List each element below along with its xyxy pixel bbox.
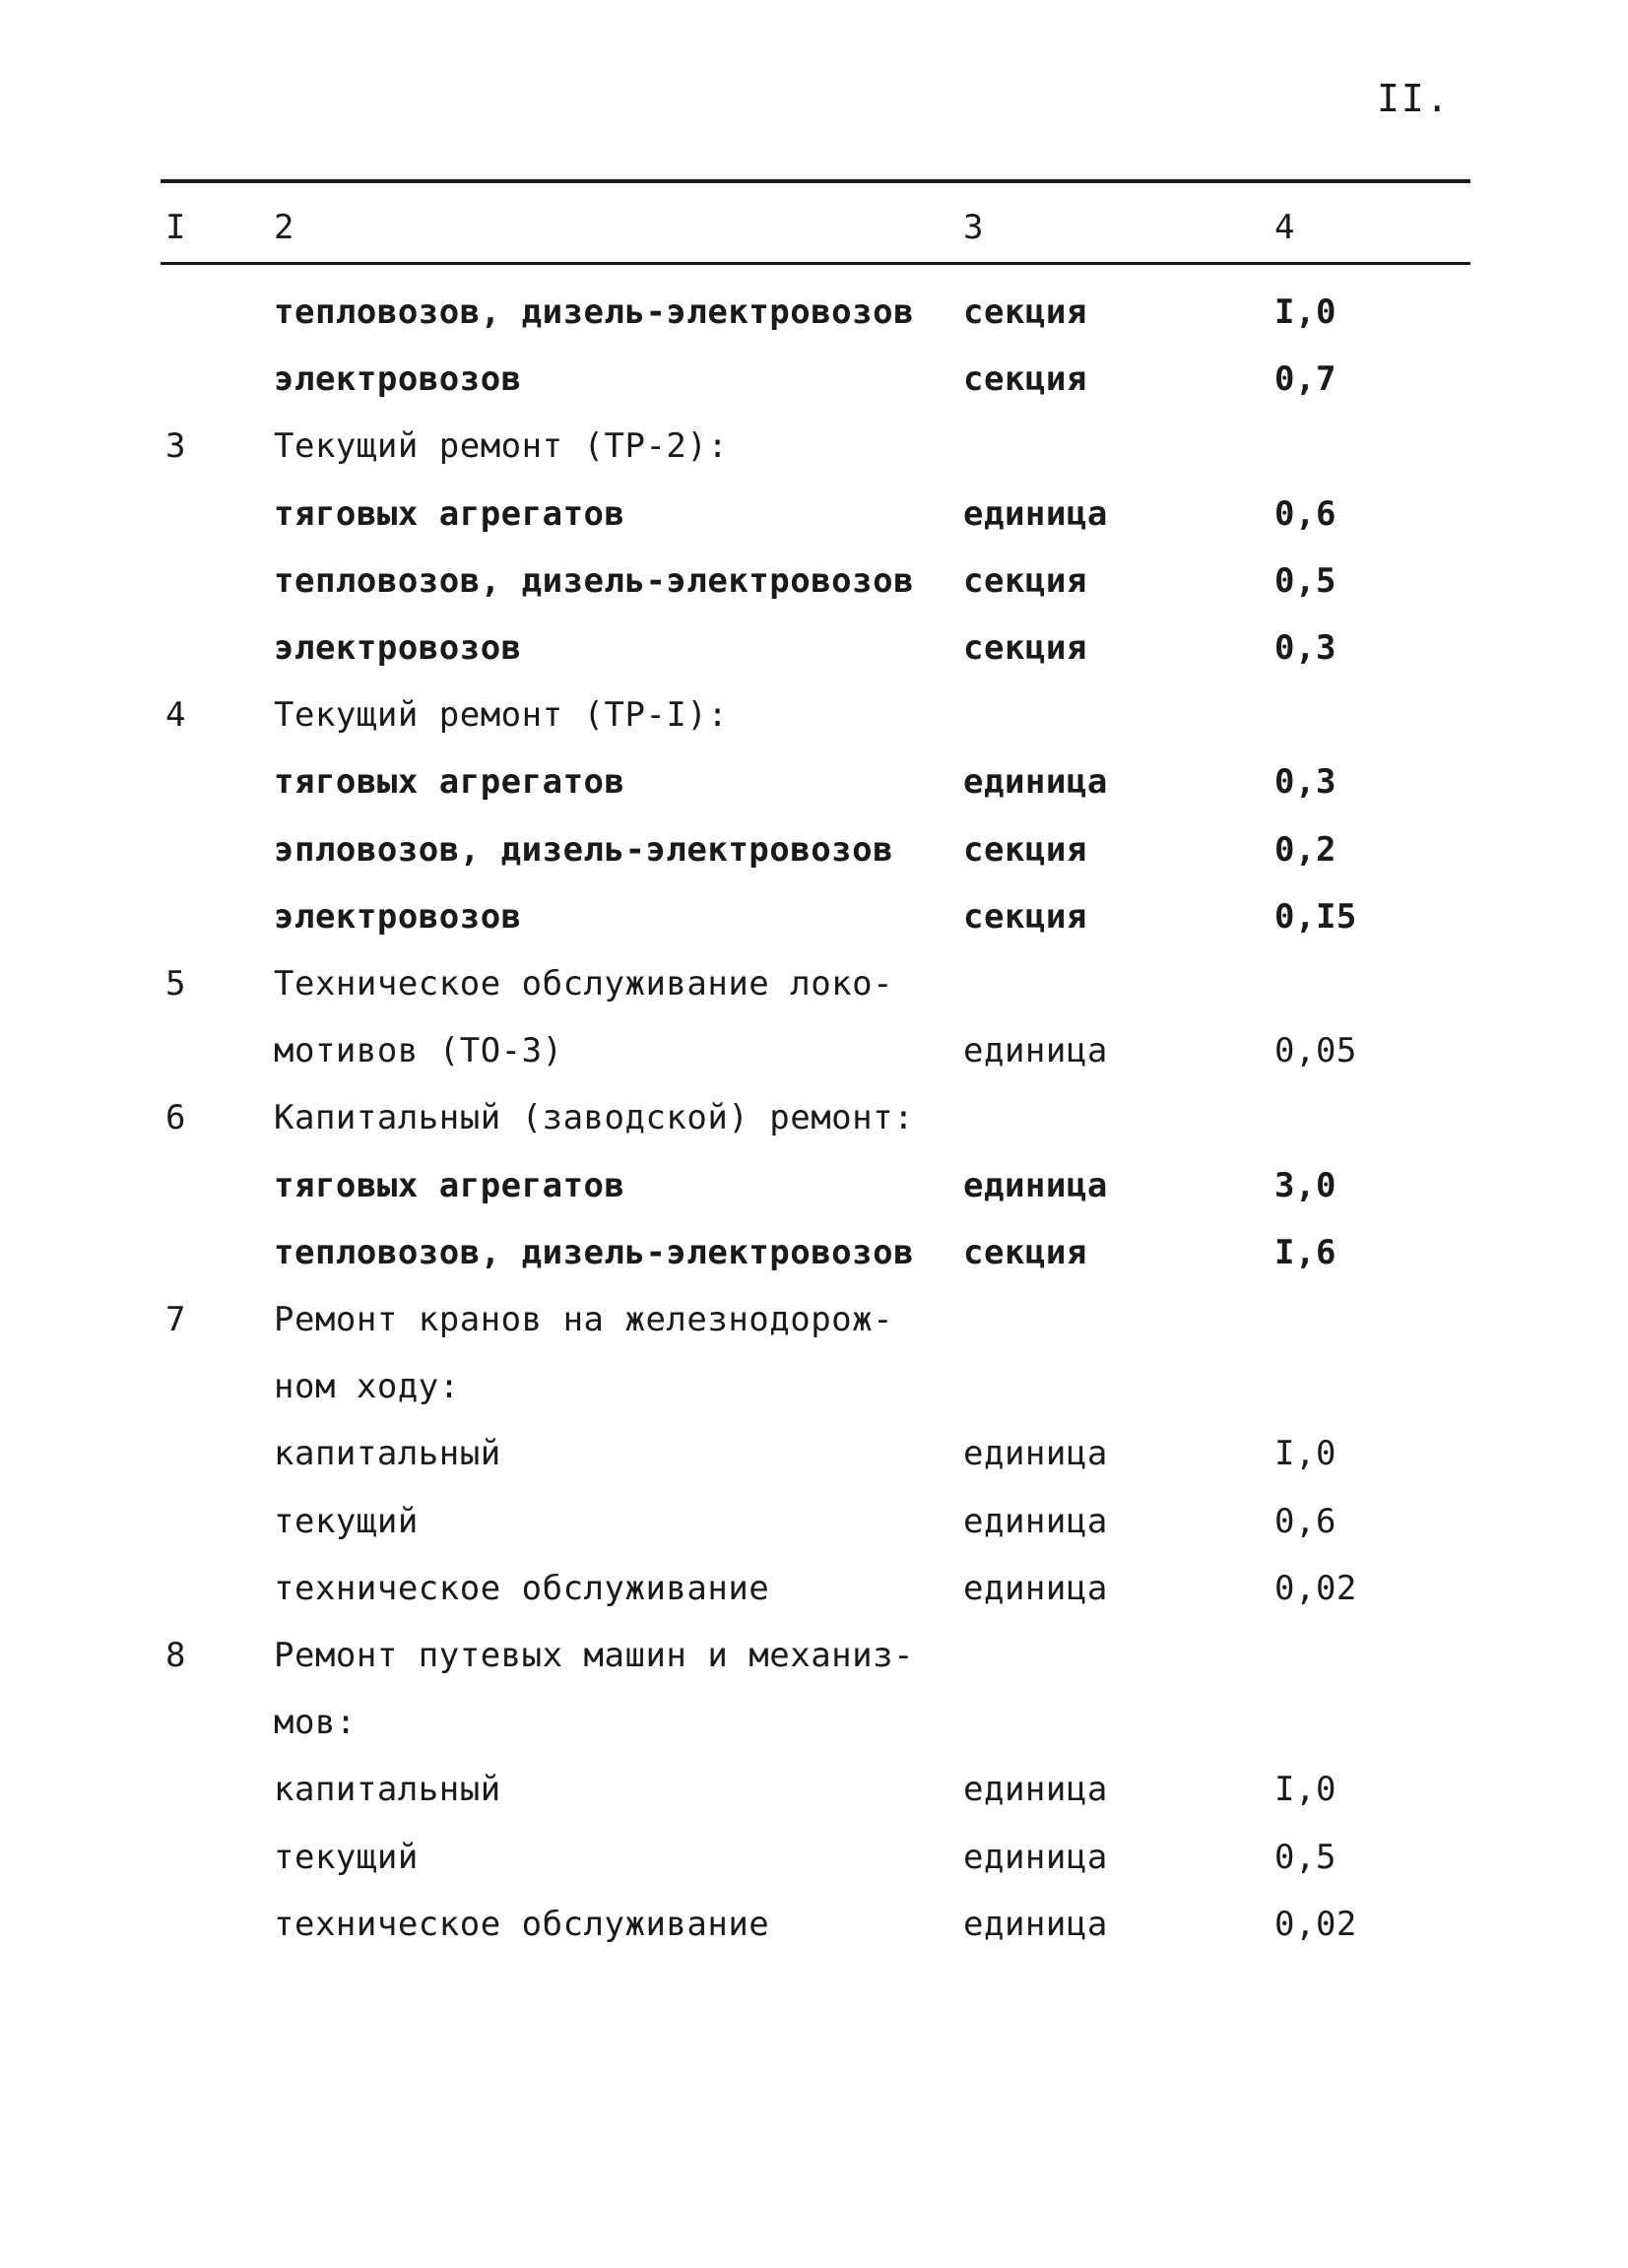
row-name: Капитальный (заводской) ремонт:: [274, 1098, 915, 1138]
row-unit: секция: [963, 896, 1087, 937]
row-name: тепловозов, дизель-электровозов: [274, 292, 915, 332]
row-value: I,0: [1274, 292, 1336, 332]
row-unit: единица: [963, 493, 1108, 534]
table-row: [0, 623, 1628, 682]
row-name: электровозов: [274, 628, 522, 668]
row-number: 7: [165, 1300, 186, 1339]
row-value: 0,02: [1274, 1568, 1357, 1608]
row-number: 6: [165, 1098, 186, 1138]
row-unit: единица: [963, 1434, 1108, 1474]
table-row: [0, 1295, 1628, 1354]
row-value: I,0: [1274, 1770, 1336, 1810]
row-value: I,6: [1274, 1232, 1336, 1272]
row-name: ном ходу:: [274, 1367, 460, 1407]
table-row: [0, 690, 1628, 749]
header-col-1: I: [165, 208, 186, 247]
row-value: 3,0: [1274, 1165, 1336, 1205]
table-row: [0, 1631, 1628, 1690]
row-value: 0,02: [1274, 1904, 1357, 1944]
table-top-rule: [161, 179, 1470, 183]
table-row: [0, 1429, 1628, 1488]
row-value: I,0: [1274, 1434, 1336, 1474]
row-name: эпловозов, дизель-электровозов: [274, 829, 894, 870]
row-name: электровозов: [274, 359, 522, 400]
row-unit: единица: [963, 1837, 1108, 1877]
row-number: 4: [165, 695, 186, 736]
row-value: 0,05: [1274, 1031, 1357, 1071]
header-col-2: 2: [274, 208, 294, 247]
row-number: 8: [165, 1636, 186, 1675]
page-number: II.: [1377, 77, 1451, 120]
row-unit: единица: [963, 1568, 1108, 1608]
table-row: [0, 1765, 1628, 1824]
row-unit: секция: [963, 292, 1087, 332]
table-row: [0, 892, 1628, 951]
row-name: капитальный: [274, 1770, 501, 1810]
row-name: техническое обслуживание: [274, 1904, 770, 1944]
row-unit: секция: [963, 560, 1087, 601]
row-value: 0,5: [1274, 1837, 1336, 1877]
row-name: Ремонт кранов на железнодорож-: [274, 1300, 894, 1339]
table-row: [0, 825, 1628, 884]
row-unit: секция: [963, 359, 1087, 400]
row-name: тепловозов, дизель-электровозов: [274, 560, 915, 601]
row-number: 3: [165, 426, 186, 467]
row-unit: единица: [963, 1165, 1108, 1205]
row-name: тяговых агрегатов: [274, 493, 625, 534]
row-name: Текущий ремонт (ТР-2):: [274, 426, 729, 467]
header-col-3: 3: [963, 208, 984, 247]
row-number: 5: [165, 964, 186, 1004]
header-col-4: 4: [1274, 208, 1295, 247]
row-name: капитальный: [274, 1434, 501, 1474]
row-value: 0,2: [1274, 829, 1336, 870]
row-name: текущий: [274, 1501, 419, 1541]
table-row: [0, 421, 1628, 481]
table-row: [0, 355, 1628, 414]
row-value: 0,3: [1274, 628, 1336, 668]
table-row: [0, 1833, 1628, 1892]
table-row: [0, 288, 1628, 347]
row-value: 0,3: [1274, 762, 1336, 803]
row-unit: единица: [963, 1904, 1108, 1944]
row-value: 0,I5: [1274, 896, 1357, 937]
row-unit: единица: [963, 1770, 1108, 1810]
row-name: Текущий ремонт (ТР-I):: [274, 695, 729, 736]
table-row: [0, 959, 1628, 1018]
row-name: текущий: [274, 1837, 419, 1877]
table-header-row: [0, 203, 1628, 262]
row-value: 0,6: [1274, 1501, 1336, 1541]
row-unit: единица: [963, 1501, 1108, 1541]
table-row: [0, 757, 1628, 816]
row-name: Техническое обслуживание локо-: [274, 964, 894, 1004]
row-value: 0,5: [1274, 560, 1336, 601]
table-row: [0, 1564, 1628, 1623]
row-name: мов:: [274, 1703, 357, 1743]
table-header-rule: [161, 262, 1470, 265]
row-unit: единица: [963, 1031, 1108, 1071]
row-value: 0,6: [1274, 493, 1336, 534]
row-name: техническое обслуживание: [274, 1568, 770, 1608]
row-name: мотивов (ТО-3): [274, 1031, 563, 1071]
row-name: тепловозов, дизель-электровозов: [274, 1232, 915, 1272]
table-row: [0, 1362, 1628, 1421]
table-row: [0, 1228, 1628, 1287]
row-name: тяговых агрегатов: [274, 762, 625, 803]
row-name: Ремонт путевых машин и механиз-: [274, 1636, 915, 1675]
table-row: [0, 1497, 1628, 1556]
row-name: тяговых агрегатов: [274, 1165, 625, 1205]
row-unit: единица: [963, 762, 1108, 803]
row-unit: секция: [963, 628, 1087, 668]
table-row: [0, 1093, 1628, 1152]
table-row: [0, 489, 1628, 549]
table-row: [0, 1698, 1628, 1757]
row-name: электровозов: [274, 896, 522, 937]
row-value: 0,7: [1274, 359, 1336, 400]
table-row: [0, 1161, 1628, 1220]
table-row: [0, 556, 1628, 616]
table-row: [0, 1900, 1628, 1959]
row-unit: секция: [963, 1232, 1087, 1272]
table-row: [0, 1026, 1628, 1085]
row-unit: секция: [963, 829, 1087, 870]
